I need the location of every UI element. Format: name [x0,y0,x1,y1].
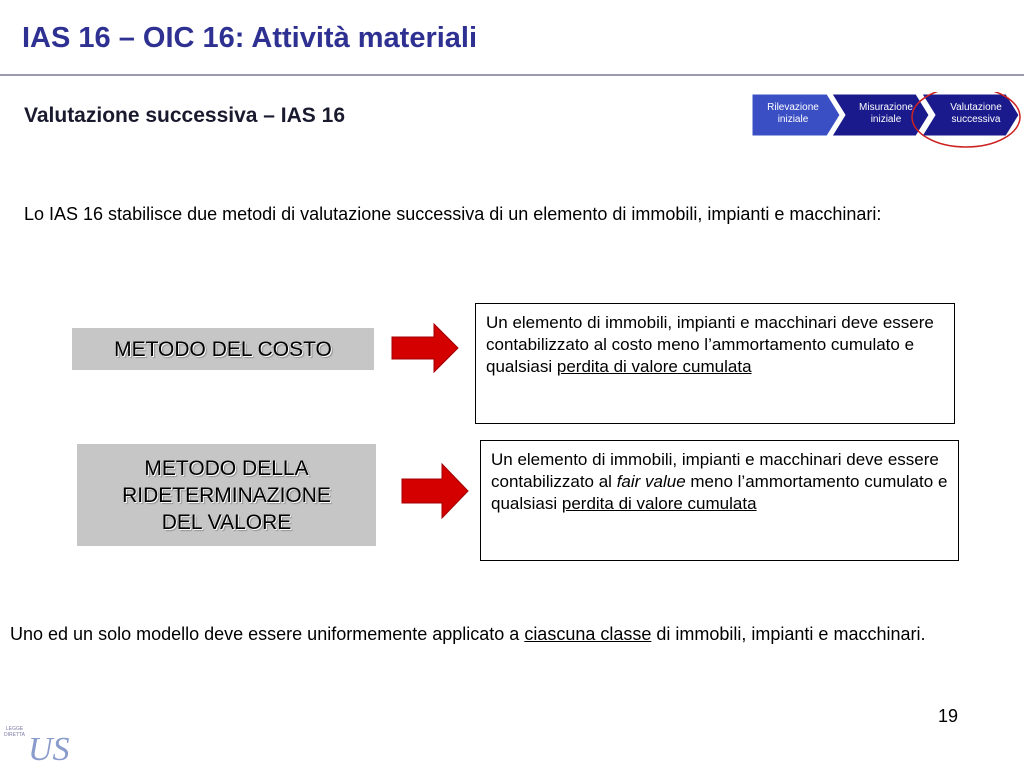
method-cost-label: METODO DEL COSTO [114,337,332,361]
svg-text:US: US [28,731,70,768]
process-steps [752,92,1022,150]
step-valutazione: Valutazione successiva [950,102,1002,125]
right-arrow-icon [400,462,470,520]
university-logo [2,716,82,768]
svg-text:DIRETTA: DIRETTA [4,732,26,738]
svg-text:LEGGE: LEGGE [6,726,24,732]
method-cost-description: Un elemento di immobili, impianti e macchinari deve essere contabilizzato al costo meno l’ammortamento cumulato e qualsiasi perdita di valore cumulata [475,303,955,424]
method-revaluation-box [77,444,376,546]
slide-subtitle: Valutazione successiva – IAS 16 [24,104,346,127]
intro-paragraph: Lo IAS 16 stabilisce due metodi di valutazione successiva di un elemento di immobili, impianti e macchinari: [24,204,882,224]
method-revaluation-description: Un elemento di immobili, impianti e macchinari deve essere contabilizzato al fair value meno l’ammortamento cumulato e qualsiasi perdita di valore cumulata [480,440,959,561]
impairment-link-text: perdita di valore cumulata [561,494,757,513]
page-number: 19 [938,706,959,726]
step-rilevazione: Rilevazione iniziale [767,102,819,125]
impairment-link-text: perdita di valore cumulata [556,357,752,376]
right-arrow-icon [390,322,460,374]
method-revaluation-label: METODO DELLA RIDETERMINAZIONE DEL VALORE [122,456,331,534]
step-misurazione: Misurazione iniziale [859,102,913,125]
footer-note: Uno ed un solo modello deve essere uniformemente applicato a ciascuna classe di immobili, impianti e macchinari. [10,624,926,644]
method-cost-box [72,328,374,370]
slide-title: IAS 16 – OIC 16: Attività materiali [22,22,478,54]
title-divider [0,74,1024,76]
